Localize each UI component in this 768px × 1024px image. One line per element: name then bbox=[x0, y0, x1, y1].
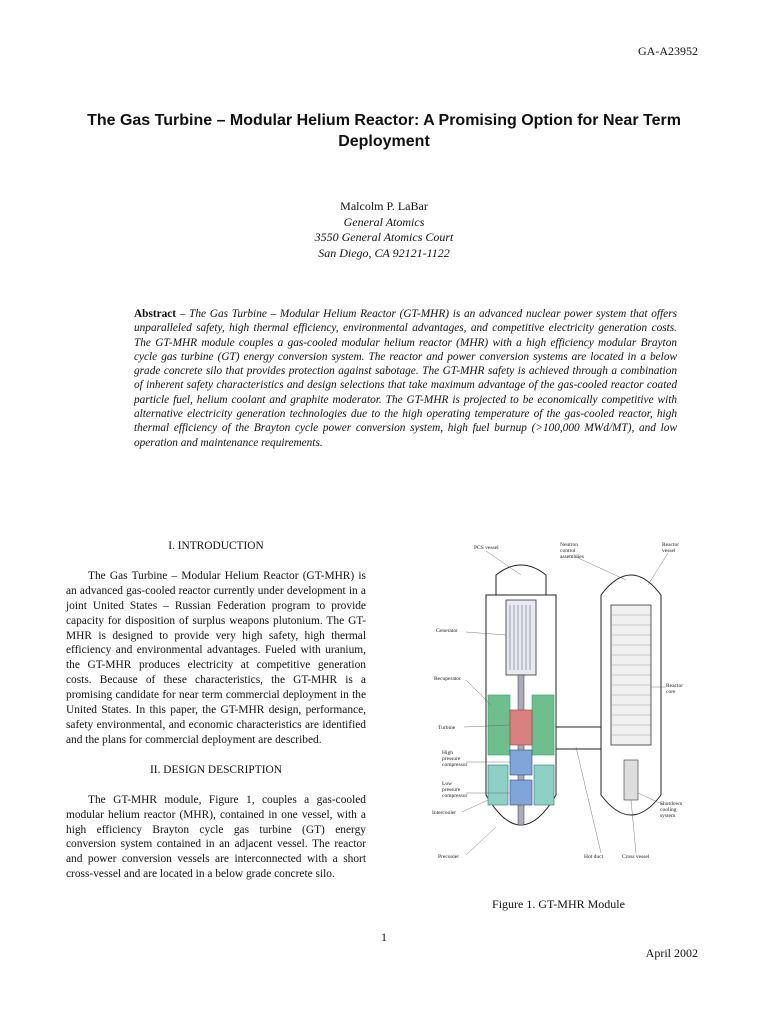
author-address-line-1: 3550 General Atomics Court bbox=[314, 230, 454, 244]
label-pcs-vessel: PCS vessel bbox=[474, 545, 499, 551]
label-hpc-3: compressor bbox=[442, 762, 468, 768]
body-left-column bbox=[66, 539, 366, 897]
label-recuperator: Recuperator bbox=[434, 676, 461, 682]
section-heading-design-description: II. DESIGN DESCRIPTION bbox=[150, 763, 282, 776]
author-block bbox=[0, 199, 768, 261]
label-neutron-2: control bbox=[560, 548, 576, 554]
document-id: GA-A23952 bbox=[638, 44, 698, 58]
label-lpc-2: pressure bbox=[442, 787, 461, 793]
label-cross-vessel: Cross vessel bbox=[622, 854, 650, 860]
label-intercooler: Intercooler bbox=[432, 810, 457, 816]
publication-date: April 2002 bbox=[645, 946, 698, 960]
label-turbine: Turbine bbox=[438, 725, 456, 731]
abstract-label: Abstract bbox=[134, 308, 177, 320]
intercooler-left bbox=[488, 765, 508, 805]
label-lpc-3: compressor bbox=[442, 793, 468, 799]
label-neutron-1: Neutron bbox=[560, 542, 579, 548]
cross-vessel bbox=[556, 727, 601, 749]
label-reactor-core-1: Reactor bbox=[666, 683, 684, 689]
design-description-paragraph: The GT-MHR module, Figure 1, couples a gas-cooled modular helium reactor (MHR), contained in one vessel, with a high efficiency Brayton cycle gas turbine (GT) energy conversion system contained in an adjacent vessel. The reactor and power conversion vessels are interconnected with a short cross-vessel and are located in a below grade concrete silo. bbox=[66, 793, 366, 881]
introduction-paragraph: The Gas Turbine – Modular Helium Reactor (GT-MHR) is an advanced gas-cooled reactor currently under development in a joint United States – Russian Federation program to provide capacity for disposition of surplus weapons plutonium. The GT-MHR is designed to provide very high safety, high thermal efficiency and environmental advantages. Fueled with uranium, the GT-MHR produces electricity at competitive generation costs. Because of these characteristics, the GT-MHR is a promising candidate for near term commercial deployment in the United States. In this paper, the GT-MHR design, performance, safety environmental, and economic characteristics are identified and the plans for commercial deployment are described. bbox=[66, 569, 366, 746]
label-neutron-3: assemblies bbox=[560, 554, 584, 560]
label-shutdown-1: Shutdown bbox=[660, 801, 683, 807]
hp-compressor-body bbox=[510, 750, 532, 775]
label-lpc-1: Low bbox=[442, 781, 453, 787]
label-hpc-1: High bbox=[442, 750, 453, 756]
author-organization: General Atomics bbox=[343, 214, 425, 229]
page-number: 1 bbox=[381, 930, 387, 944]
author-name: Malcolm P. LaBar bbox=[340, 199, 428, 213]
author-address-line-2: San Diego, CA 92121-1122 bbox=[318, 245, 450, 260]
paper-title: The Gas Turbine – Modular Helium Reactor: A Promising Option for Near Term Deployment bbox=[87, 112, 681, 150]
gt-mhr-diagram bbox=[426, 535, 691, 865]
label-reactor-vessel-2: vessel bbox=[662, 548, 676, 554]
label-shutdown-3: system bbox=[660, 813, 676, 819]
shutdown-cooling-body bbox=[624, 760, 638, 800]
label-precooler: Precooler bbox=[438, 854, 460, 860]
pcs-vessel-top bbox=[496, 565, 546, 595]
figure-gt-mhr-module bbox=[426, 535, 691, 865]
recuperator-right bbox=[532, 695, 554, 755]
label-reactor-vessel-1: Reactor bbox=[662, 542, 680, 548]
label-reactor-core-2: core bbox=[666, 689, 676, 695]
section-heading-introduction: I. INTRODUCTION bbox=[168, 540, 264, 552]
generator-body bbox=[506, 600, 536, 675]
figure-caption: Figure 1. GT-MHR Module bbox=[492, 897, 625, 911]
intercooler-right bbox=[534, 765, 554, 805]
label-hpc-2: pressure bbox=[442, 756, 461, 762]
label-generator: Generator bbox=[436, 628, 458, 634]
label-hot-duct: Hot duct bbox=[584, 854, 604, 860]
abstract-text: – The Gas Turbine – Modular Helium Reactor (GT-MHR) is an advanced nuclear power system that offers unparalleled safety, high thermal efficiency, environmental advantages, and competitive electricity generation costs. The GT-MHR module couples a gas-cooled modular helium reactor (MHR) with a high efficiency modular Brayton cycle gas turbine (GT) energy conversion system. The reactor and power conversion systems are located in a below grade concrete silo that provides protection against sabotage. The GT-MHR safety is achieved through a combination of inherent safety characteristics and design selections that take maximum advantage of the gas-cooled reactor coated particle fuel, helium coolant and graphite moderator. The GT-MHR is projected to be economically competitive with alternative electricity generation technologies due to the high operating temperature of the gas-cooled reactor, high thermal efficiency of the Brayton cycle power conversion system, high fuel burnup (>100,000 MWd/MT), and low operation and maintenance requirements. bbox=[134, 308, 677, 449]
turbine-body bbox=[510, 710, 532, 745]
abstract bbox=[134, 307, 677, 450]
label-shutdown-2: cooling bbox=[660, 807, 677, 813]
lp-compressor-body bbox=[510, 780, 532, 805]
